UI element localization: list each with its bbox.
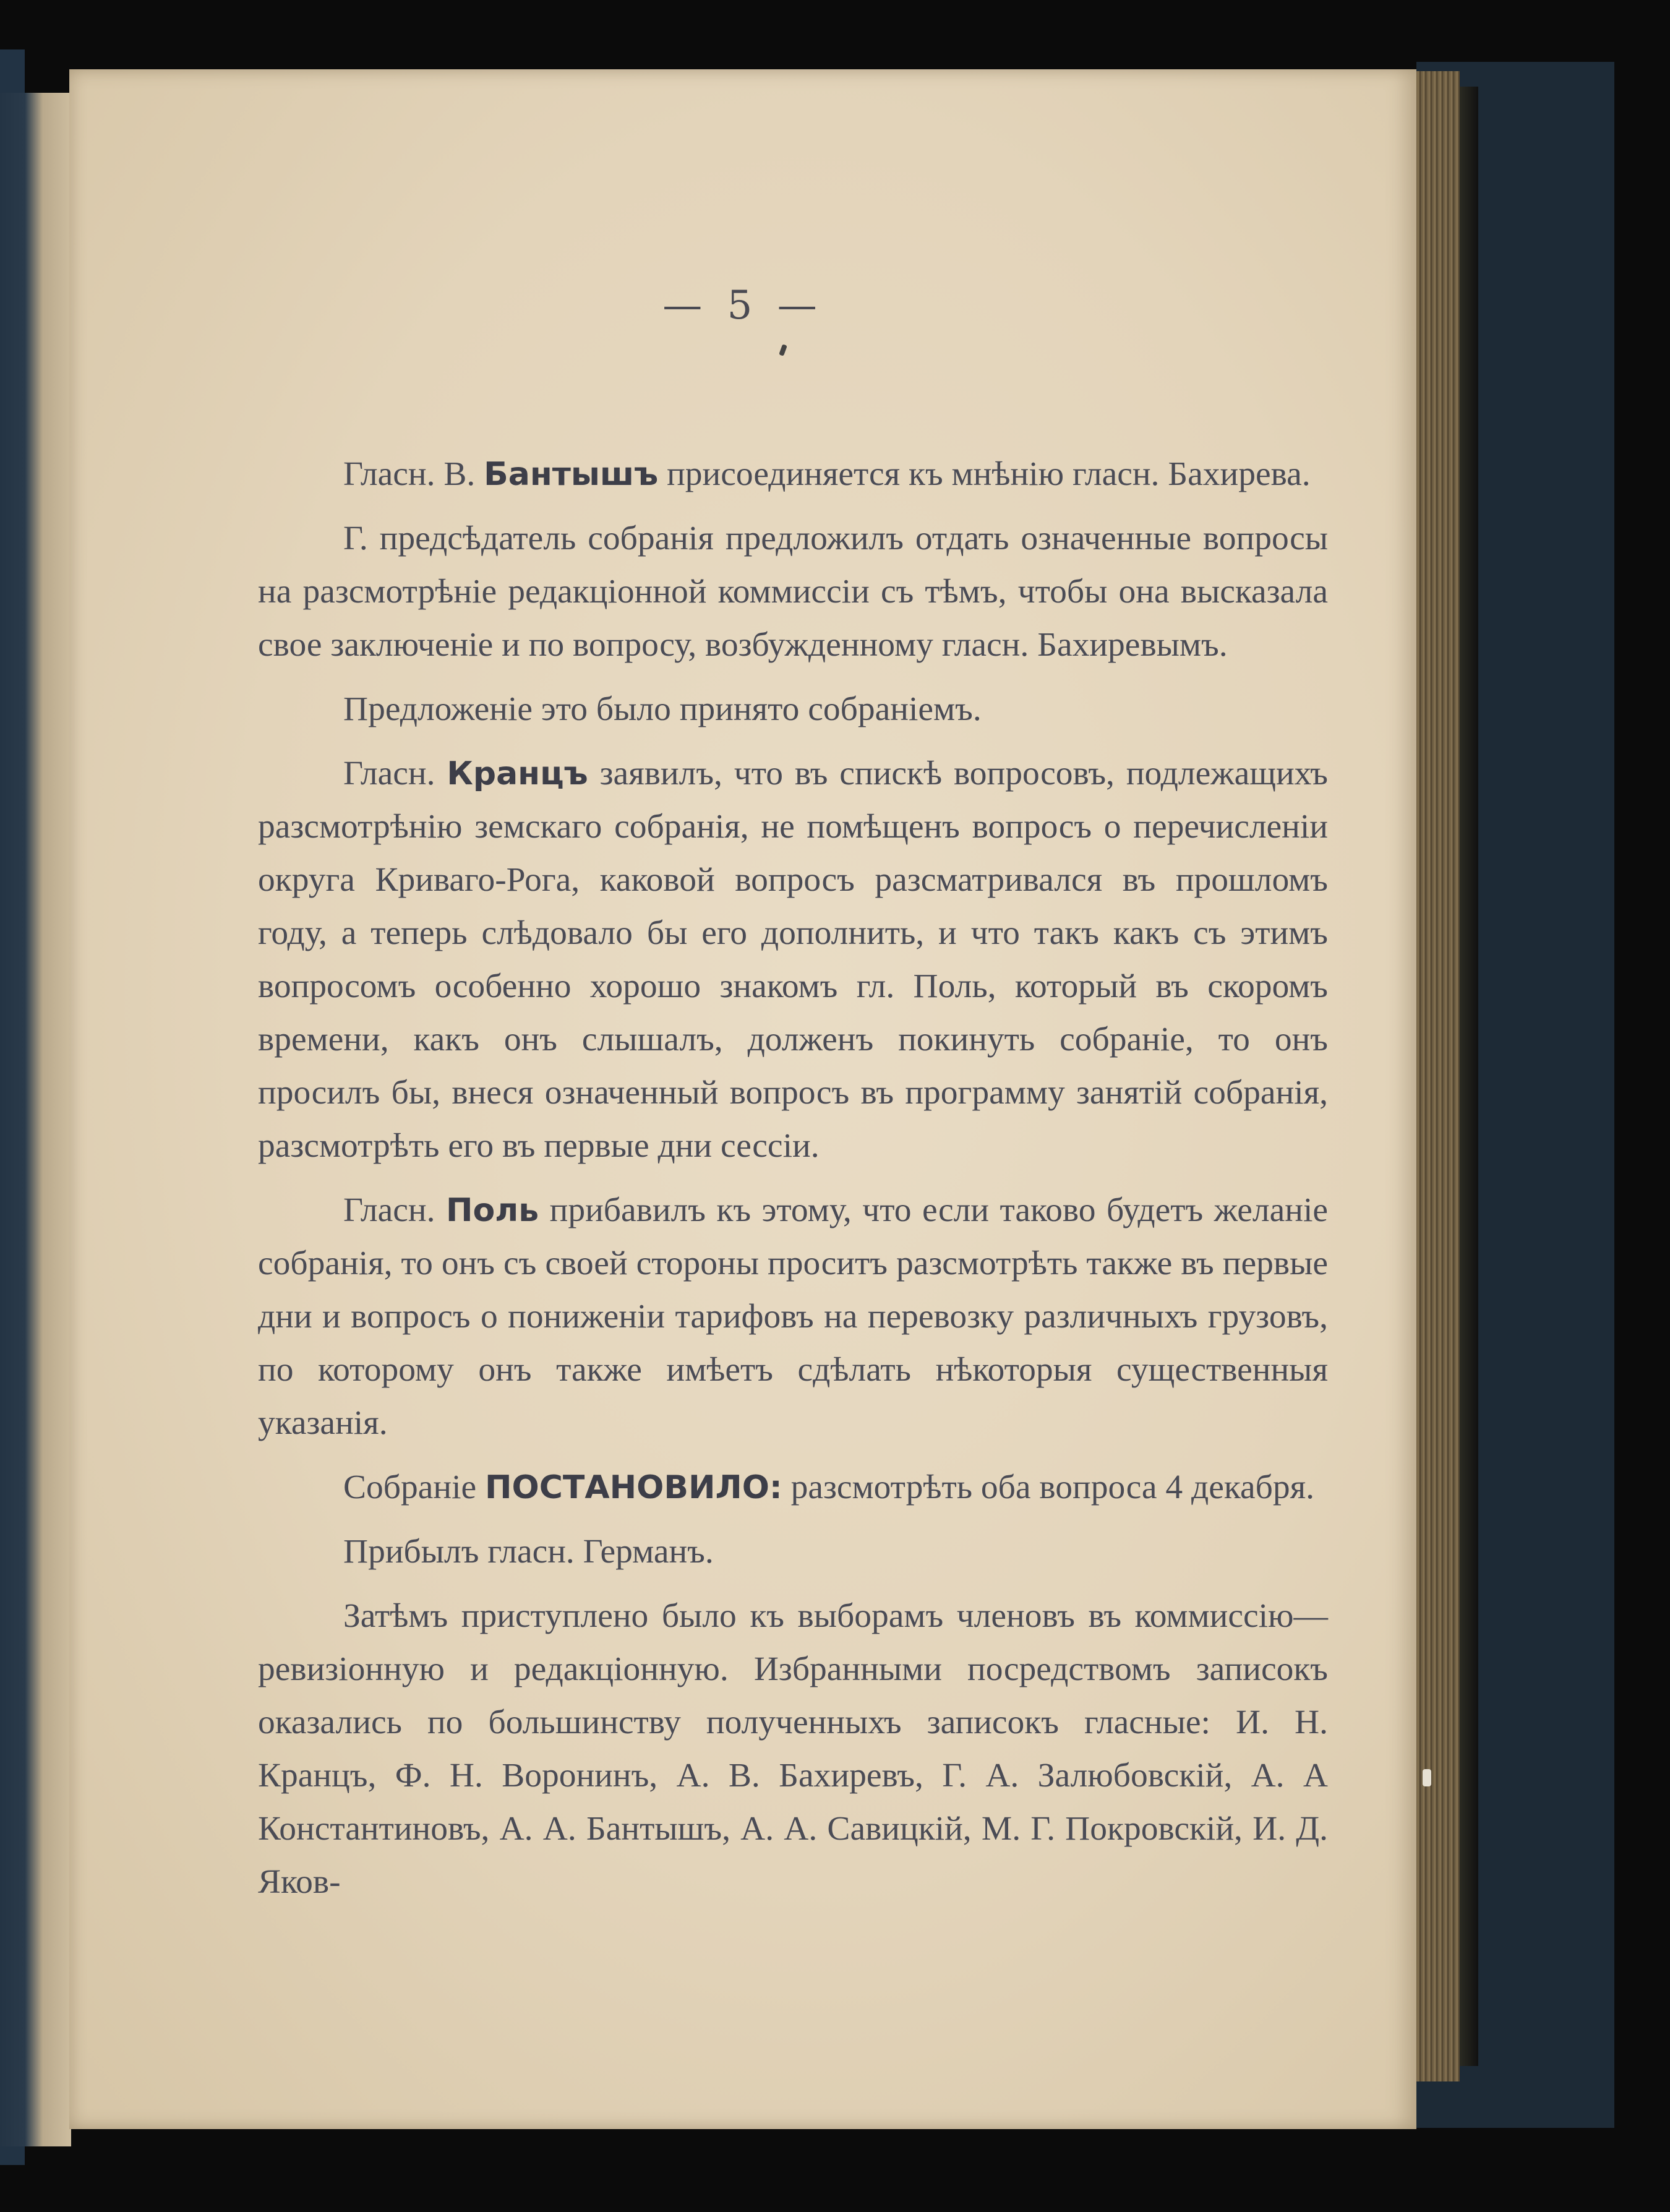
page-edge-mark (1423, 1769, 1431, 1786)
text-run: присоединяется къ мнѣнію гласн. Бахирева. (658, 455, 1311, 493)
text-run: Г. предсѣдатель собранія предложилъ отдать означенные вопросы на разсмотрѣніе редакціонной коммиссіи съ тѣмъ, чтобы она высказала свое заключеніе и по вопросу, возбужденному гласн. Бахиревымъ. (258, 520, 1328, 664)
page-stack-shadow (1460, 87, 1478, 2066)
text-run: разсмотрѣть оба вопроса 4 декабря. (782, 1468, 1315, 1506)
paragraph (258, 1461, 1328, 1514)
speaker-name: Бантышъ (484, 456, 659, 493)
paragraph (258, 1525, 1328, 1579)
paragraph (258, 1184, 1328, 1450)
text-run: Гласн. (343, 755, 447, 792)
book-page (69, 69, 1416, 2129)
speaker-name: Поль (445, 1192, 539, 1229)
paragraph (258, 1590, 1328, 1909)
text-run: прибавилъ къ этому, что если таково будетъ желаніе собранія, то онъ съ своей стороны проситъ разсмотрѣть также въ первые дни и вопросъ о пониженіи тарифовъ на перевозку различныхъ грузовъ, по которому онъ также имѣетъ сдѣлать нѣкоторыя существенныя указанія. (258, 1191, 1329, 1442)
text-run: Гласн. В. (343, 455, 484, 493)
text-run: Предложеніе это было принято собраніемъ. (343, 690, 982, 728)
text-run: заявилъ, что въ спискѣ вопросовъ, подлежащихъ разсмотрѣнію земскаго собранія, не помѣщенъ вопросъ о перечисленіи округа Криваго-Рога, каковой вопросъ разсматривался въ прошломъ году, а теперь слѣдовало бы его дополнить, и что такъ какъ съ этимъ вопросомъ особенно хорошо знакомъ гл. Поль, который въ скоромъ времени, какъ онъ слышалъ, долженъ покинуть собраніе, то онъ просилъ бы, внеся означенный вопросъ въ программу занятій собранія, разсмотрѣть его въ первые дни сессіи. (258, 755, 1328, 1165)
text-run: Собраніе (343, 1468, 486, 1506)
speaker-name: Кранцъ (447, 755, 588, 792)
ink-smudge (779, 344, 787, 356)
resolution-keyword: ПОСТАНОВИЛО: (485, 1469, 782, 1506)
text-run: Гласн. (343, 1191, 446, 1229)
previous-page-edge (0, 93, 71, 2146)
text-run: Прибылъ гласн. Германъ. (343, 1533, 714, 1571)
paragraph (258, 747, 1328, 1173)
paragraph (258, 683, 1328, 736)
page-body-text (258, 448, 1328, 1920)
paragraph (258, 512, 1328, 672)
page-number: — 5 — (662, 283, 823, 328)
text-run: Затѣмъ приступлено было къ выборамъ членовъ въ коммиссію—ревизіонную и редакціонную. Избранными посредствомъ записокъ оказались по большинству полученныхъ записокъ гласные: И. Н. Кранцъ, Ф. Н. Воронинъ, А. В. Бахиревъ, Г. А. Залюбовскій, А. А Константиновъ, А. А. Бантышъ, А. А. Савицкій, М. Г. Покровскій, И. Д. Яков- (258, 1597, 1328, 1901)
paragraph (258, 448, 1328, 501)
